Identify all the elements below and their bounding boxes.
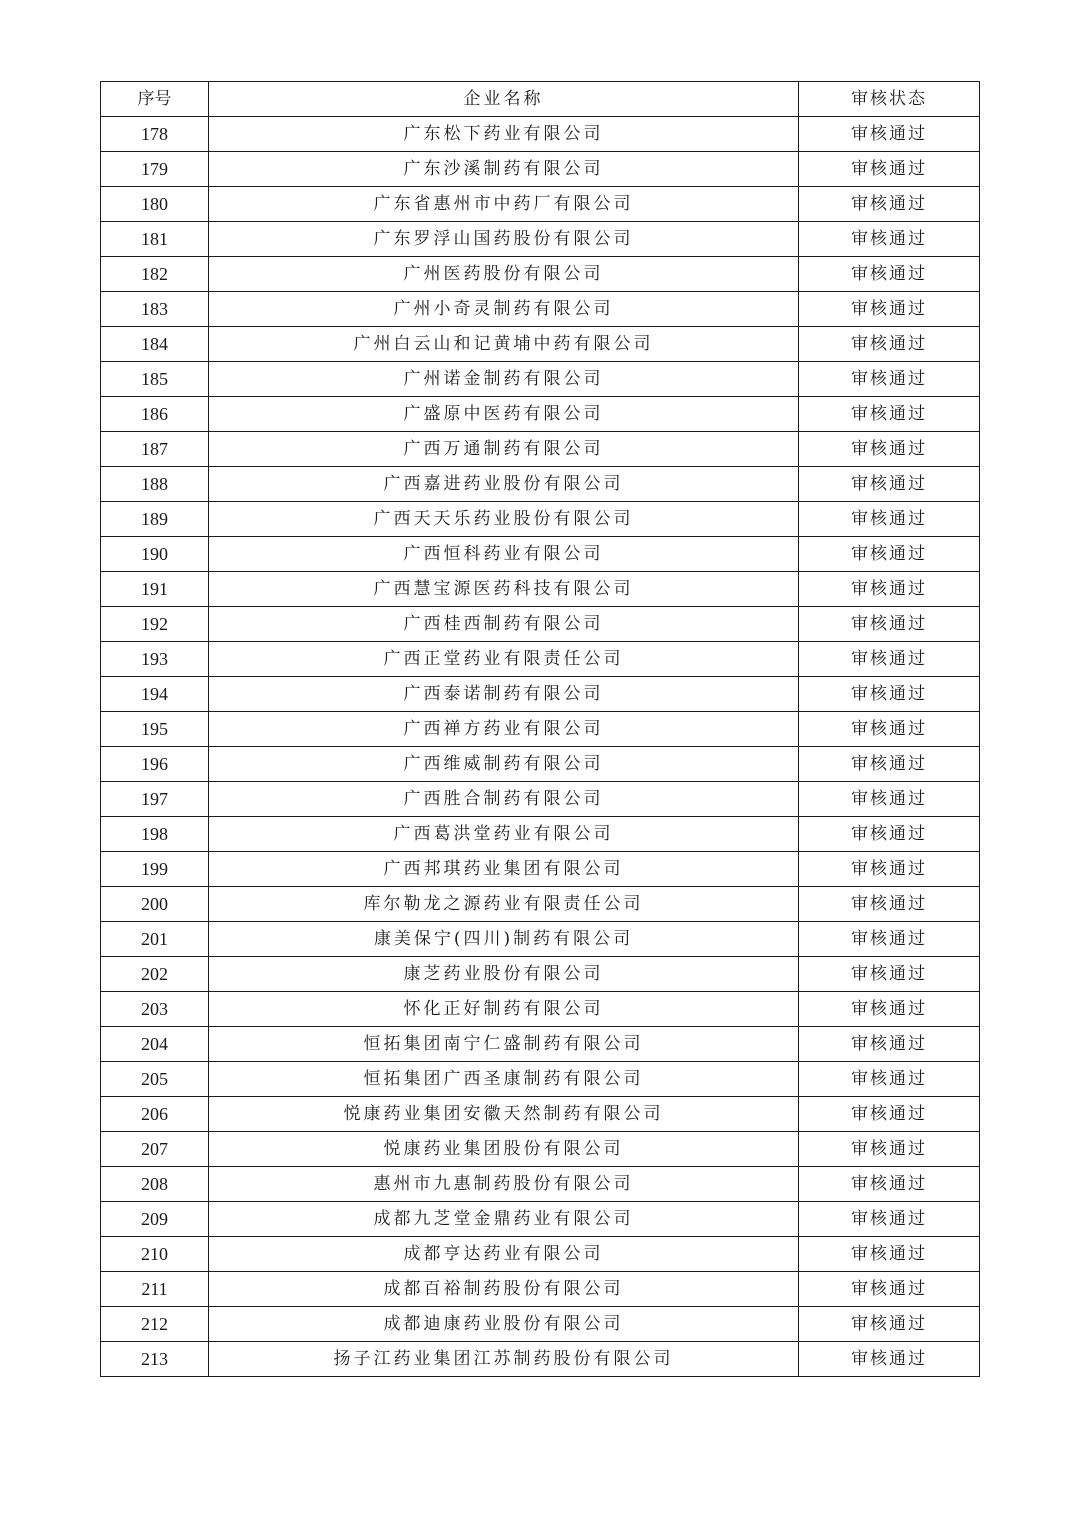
table-header-row bbox=[101, 82, 980, 117]
table-row bbox=[101, 1272, 980, 1307]
review-status-cell: 审核通过 bbox=[799, 642, 980, 677]
company-name-cell: 广盛原中医药有限公司 bbox=[209, 397, 799, 432]
serial-number-cell: 190 bbox=[101, 537, 209, 572]
serial-number-cell: 200 bbox=[101, 887, 209, 922]
company-name-cell: 广西胜合制药有限公司 bbox=[209, 782, 799, 817]
review-status-cell: 审核通过 bbox=[799, 572, 980, 607]
review-status-cell: 审核通过 bbox=[799, 432, 980, 467]
serial-number-cell: 206 bbox=[101, 1097, 209, 1132]
company-name-cell: 成都百裕制药股份有限公司 bbox=[209, 1272, 799, 1307]
company-name-cell: 康美保宁(四川)制药有限公司 bbox=[209, 922, 799, 957]
table-row bbox=[101, 467, 980, 502]
serial-number-cell: 213 bbox=[101, 1342, 209, 1377]
table-row bbox=[101, 922, 980, 957]
review-status-cell: 审核通过 bbox=[799, 222, 980, 257]
review-status-cell: 审核通过 bbox=[799, 1307, 980, 1342]
review-status-cell: 审核通过 bbox=[799, 1237, 980, 1272]
company-name-cell: 广州诺金制药有限公司 bbox=[209, 362, 799, 397]
company-name-cell: 广西正堂药业有限责任公司 bbox=[209, 642, 799, 677]
serial-number-cell: 195 bbox=[101, 712, 209, 747]
header-company-name: 企业名称 bbox=[209, 82, 799, 117]
review-status-cell: 审核通过 bbox=[799, 712, 980, 747]
serial-number-cell: 179 bbox=[101, 152, 209, 187]
serial-number-cell: 183 bbox=[101, 292, 209, 327]
company-name-cell: 广西慧宝源医药科技有限公司 bbox=[209, 572, 799, 607]
table-row bbox=[101, 852, 980, 887]
serial-number-cell: 198 bbox=[101, 817, 209, 852]
serial-number-cell: 184 bbox=[101, 327, 209, 362]
serial-number-cell: 188 bbox=[101, 467, 209, 502]
review-status-cell: 审核通过 bbox=[799, 327, 980, 362]
table-row bbox=[101, 117, 980, 152]
company-name-cell: 怀化正好制药有限公司 bbox=[209, 992, 799, 1027]
table-row bbox=[101, 887, 980, 922]
review-status-cell: 审核通过 bbox=[799, 817, 980, 852]
table-row bbox=[101, 782, 980, 817]
review-status-cell: 审核通过 bbox=[799, 397, 980, 432]
company-name-cell: 悦康药业集团股份有限公司 bbox=[209, 1132, 799, 1167]
serial-number-cell: 209 bbox=[101, 1202, 209, 1237]
serial-number-cell: 180 bbox=[101, 187, 209, 222]
table-row bbox=[101, 747, 980, 782]
table-row bbox=[101, 712, 980, 747]
table-row bbox=[101, 292, 980, 327]
review-status-cell: 审核通过 bbox=[799, 152, 980, 187]
serial-number-cell: 191 bbox=[101, 572, 209, 607]
serial-number-cell: 201 bbox=[101, 922, 209, 957]
table-row bbox=[101, 957, 980, 992]
serial-number-cell: 203 bbox=[101, 992, 209, 1027]
serial-number-cell: 189 bbox=[101, 502, 209, 537]
review-status-cell: 审核通过 bbox=[799, 1202, 980, 1237]
review-status-cell: 审核通过 bbox=[799, 467, 980, 502]
serial-number-cell: 212 bbox=[101, 1307, 209, 1342]
company-name-cell: 广西禅方药业有限公司 bbox=[209, 712, 799, 747]
table-row bbox=[101, 222, 980, 257]
serial-number-cell: 196 bbox=[101, 747, 209, 782]
serial-number-cell: 185 bbox=[101, 362, 209, 397]
review-status-cell: 审核通过 bbox=[799, 1062, 980, 1097]
table-row bbox=[101, 1237, 980, 1272]
company-name-cell: 成都迪康药业股份有限公司 bbox=[209, 1307, 799, 1342]
serial-number-cell: 181 bbox=[101, 222, 209, 257]
table-row bbox=[101, 1062, 980, 1097]
table-row bbox=[101, 1307, 980, 1342]
review-status-cell: 审核通过 bbox=[799, 362, 980, 397]
company-name-cell: 扬子江药业集团江苏制药股份有限公司 bbox=[209, 1342, 799, 1377]
serial-number-cell: 186 bbox=[101, 397, 209, 432]
review-status-cell: 审核通过 bbox=[799, 887, 980, 922]
table-row bbox=[101, 502, 980, 537]
review-status-cell: 审核通过 bbox=[799, 1097, 980, 1132]
table-row bbox=[101, 327, 980, 362]
company-name-cell: 广州白云山和记黄埔中药有限公司 bbox=[209, 327, 799, 362]
company-name-cell: 广西葛洪堂药业有限公司 bbox=[209, 817, 799, 852]
serial-number-cell: 182 bbox=[101, 257, 209, 292]
table-row bbox=[101, 1132, 980, 1167]
company-name-cell: 广西万通制药有限公司 bbox=[209, 432, 799, 467]
table-body bbox=[101, 117, 980, 1377]
table-row bbox=[101, 397, 980, 432]
review-status-cell: 审核通过 bbox=[799, 922, 980, 957]
review-status-cell: 审核通过 bbox=[799, 1027, 980, 1062]
table-row bbox=[101, 607, 980, 642]
review-status-cell: 审核通过 bbox=[799, 537, 980, 572]
company-name-cell: 惠州市九惠制药股份有限公司 bbox=[209, 1167, 799, 1202]
table-row bbox=[101, 817, 980, 852]
review-status-cell: 审核通过 bbox=[799, 502, 980, 537]
review-status-cell: 审核通过 bbox=[799, 1272, 980, 1307]
table-row bbox=[101, 362, 980, 397]
company-name-cell: 悦康药业集团安徽天然制药有限公司 bbox=[209, 1097, 799, 1132]
review-status-cell: 审核通过 bbox=[799, 117, 980, 152]
company-name-cell: 广州小奇灵制药有限公司 bbox=[209, 292, 799, 327]
review-status-cell: 审核通过 bbox=[799, 257, 980, 292]
serial-number-cell: 208 bbox=[101, 1167, 209, 1202]
table-row bbox=[101, 1027, 980, 1062]
review-status-cell: 审核通过 bbox=[799, 782, 980, 817]
company-name-cell: 广西邦琪药业集团有限公司 bbox=[209, 852, 799, 887]
table-row bbox=[101, 992, 980, 1027]
serial-number-cell: 192 bbox=[101, 607, 209, 642]
table-row bbox=[101, 642, 980, 677]
company-name-cell: 广州医药股份有限公司 bbox=[209, 257, 799, 292]
company-name-cell: 恒拓集团广西圣康制药有限公司 bbox=[209, 1062, 799, 1097]
table-row bbox=[101, 1167, 980, 1202]
table-row bbox=[101, 572, 980, 607]
serial-number-cell: 197 bbox=[101, 782, 209, 817]
serial-number-cell: 178 bbox=[101, 117, 209, 152]
company-name-cell: 广西维威制药有限公司 bbox=[209, 747, 799, 782]
header-serial-number: 序号 bbox=[101, 82, 209, 117]
table-row bbox=[101, 537, 980, 572]
table-row bbox=[101, 1342, 980, 1377]
review-status-cell: 审核通过 bbox=[799, 992, 980, 1027]
company-name-cell: 广东省惠州市中药厂有限公司 bbox=[209, 187, 799, 222]
review-status-cell: 审核通过 bbox=[799, 607, 980, 642]
serial-number-cell: 199 bbox=[101, 852, 209, 887]
review-status-cell: 审核通过 bbox=[799, 187, 980, 222]
table-row bbox=[101, 677, 980, 712]
serial-number-cell: 207 bbox=[101, 1132, 209, 1167]
serial-number-cell: 187 bbox=[101, 432, 209, 467]
table-row bbox=[101, 257, 980, 292]
serial-number-cell: 193 bbox=[101, 642, 209, 677]
review-status-cell: 审核通过 bbox=[799, 1342, 980, 1377]
company-name-cell: 广西恒科药业有限公司 bbox=[209, 537, 799, 572]
company-name-cell: 广东罗浮山国药股份有限公司 bbox=[209, 222, 799, 257]
serial-number-cell: 202 bbox=[101, 957, 209, 992]
serial-number-cell: 205 bbox=[101, 1062, 209, 1097]
review-status-cell: 审核通过 bbox=[799, 677, 980, 712]
serial-number-cell: 194 bbox=[101, 677, 209, 712]
review-status-cell: 审核通过 bbox=[799, 957, 980, 992]
company-name-cell: 广东松下药业有限公司 bbox=[209, 117, 799, 152]
serial-number-cell: 210 bbox=[101, 1237, 209, 1272]
company-review-table bbox=[100, 81, 980, 1377]
company-name-cell: 库尔勒龙之源药业有限责任公司 bbox=[209, 887, 799, 922]
company-name-cell: 广西嘉进药业股份有限公司 bbox=[209, 467, 799, 502]
company-name-cell: 广东沙溪制药有限公司 bbox=[209, 152, 799, 187]
serial-number-cell: 211 bbox=[101, 1272, 209, 1307]
review-status-cell: 审核通过 bbox=[799, 292, 980, 327]
company-name-cell: 广西泰诺制药有限公司 bbox=[209, 677, 799, 712]
table-row bbox=[101, 187, 980, 222]
review-status-cell: 审核通过 bbox=[799, 1167, 980, 1202]
header-review-status: 审核状态 bbox=[799, 82, 980, 117]
company-name-cell: 恒拓集团南宁仁盛制药有限公司 bbox=[209, 1027, 799, 1062]
table-row bbox=[101, 1202, 980, 1237]
review-status-cell: 审核通过 bbox=[799, 747, 980, 782]
company-name-cell: 广西天天乐药业股份有限公司 bbox=[209, 502, 799, 537]
review-status-cell: 审核通过 bbox=[799, 1132, 980, 1167]
company-name-cell: 成都九芝堂金鼎药业有限公司 bbox=[209, 1202, 799, 1237]
company-name-cell: 康芝药业股份有限公司 bbox=[209, 957, 799, 992]
review-status-cell: 审核通过 bbox=[799, 852, 980, 887]
table-row bbox=[101, 432, 980, 467]
serial-number-cell: 204 bbox=[101, 1027, 209, 1062]
table-row bbox=[101, 152, 980, 187]
table-row bbox=[101, 1097, 980, 1132]
company-name-cell: 成都亨达药业有限公司 bbox=[209, 1237, 799, 1272]
company-name-cell: 广西桂西制药有限公司 bbox=[209, 607, 799, 642]
